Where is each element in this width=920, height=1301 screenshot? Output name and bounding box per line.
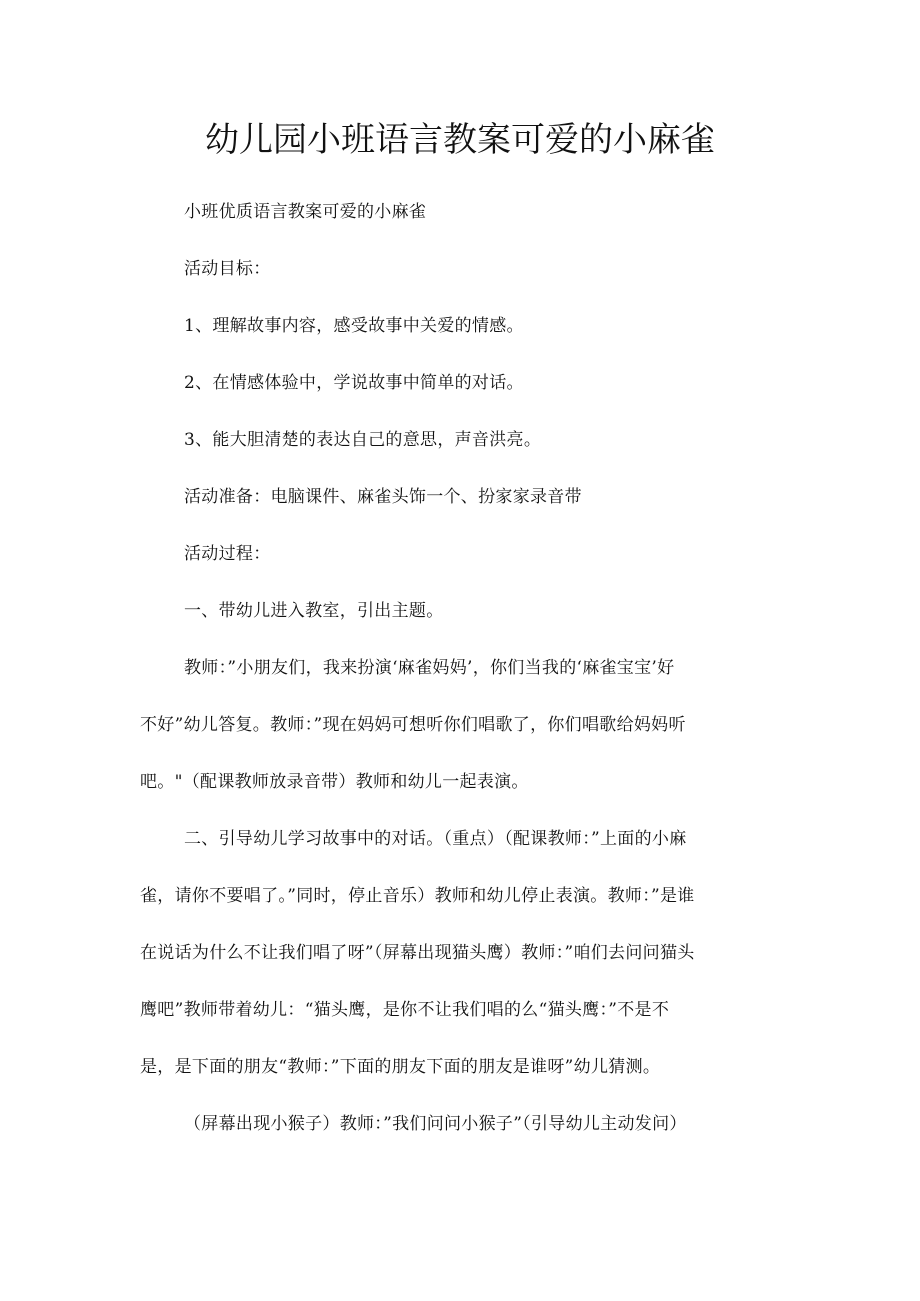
goal-item-1: 1、理解故事内容，感受故事中关爱的情感。 xyxy=(184,316,524,336)
goal-item-3: 3、能大胆清楚的表达自己的意思，声音洪亮。 xyxy=(184,430,542,450)
step1-line-2: 不好”幼儿答复。教师：”现在妈妈可想听你们唱歌了，你们唱歌给妈妈听 xyxy=(140,715,686,735)
step2-line-3: 在说话为什么不让我们唱了呀”（屏幕出现猫头鹰）教师：”咱们去问问猫头 xyxy=(140,943,695,963)
document-title: 幼儿园小班语言教案可爱的小麻雀 xyxy=(205,120,715,160)
step1-heading: 一、带幼儿进入教室，引出主题。 xyxy=(184,601,444,621)
step1-line-1: 教师：”小朋友们，我来扮演‘麻雀妈妈’，你们当我的‘麻雀宝宝’好 xyxy=(184,658,675,678)
step2-line-2: 雀，请你不要唱了。”同时，停止音乐）教师和幼儿停止表演。教师：”是谁 xyxy=(140,886,695,906)
step3-line: （屏幕出现小猴子）教师：”我们问问小猴子”（引导幼儿主动发问） xyxy=(184,1114,687,1134)
step1-line-3: 吧。"（配课教师放录音带）教师和幼儿一起表演。 xyxy=(140,772,529,792)
step2-line-4: 鹰吧”教师带着幼儿：“猫头鹰，是你不让我们唱的么“猫头鹰：”不是不 xyxy=(140,1000,670,1020)
step2-line-5: 是，是下面的朋友“教师：”下面的朋友下面的朋友是谁呀”幼儿猜测。 xyxy=(140,1057,661,1077)
document-subtitle: 小班优质语言教案可爱的小麻雀 xyxy=(184,202,427,222)
process-heading: 活动过程： xyxy=(184,544,271,564)
step2-line-1: 二、引导幼儿学习故事中的对话。（重点）（配课教师：”上面的小麻 xyxy=(184,829,687,849)
goals-heading: 活动目标： xyxy=(184,259,271,279)
activity-preparation: 活动准备：电脑课件、麻雀头饰一个、扮家家录音带 xyxy=(184,487,582,507)
goal-item-2: 2、在情感体验中，学说故事中简单的对话。 xyxy=(184,373,524,393)
